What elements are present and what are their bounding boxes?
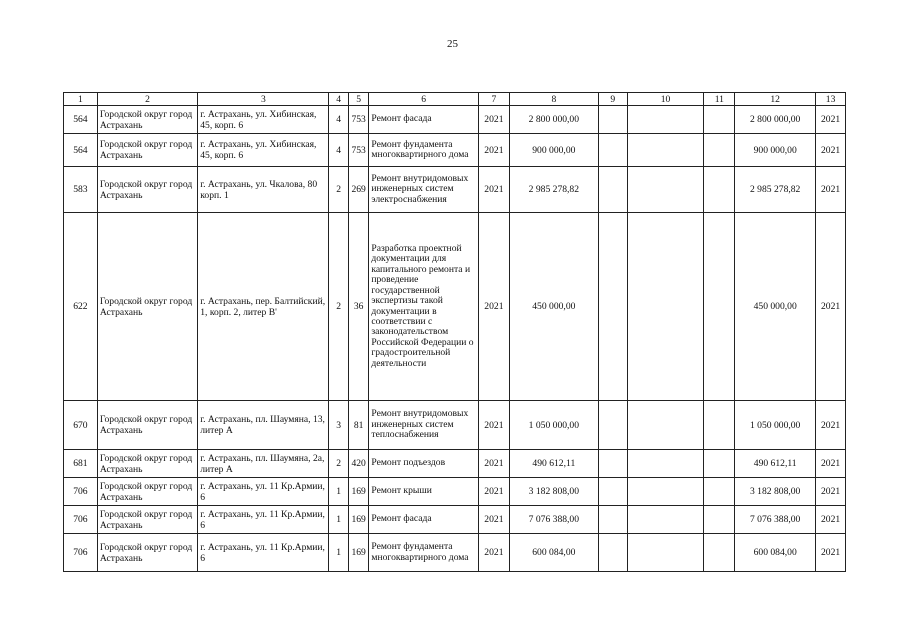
cell-amount-total: 490 612,11 [735,450,816,478]
cell-address: г. Астрахань, пер. Балтийский, 1, корп. 2, литер В' [198,213,329,401]
cell-floors: 1 [329,506,348,534]
cell-amount: 7 076 388,00 [509,506,598,534]
cell-area: 169 [348,506,368,534]
cell-amount-total: 600 084,00 [735,534,816,572]
cell-address: г. Астрахань, ул. Хибинская, 45, корп. 6 [198,106,329,134]
cell-work-type: Ремонт крыши [369,478,479,506]
column-header: 2 [97,93,197,106]
cell-number: 706 [64,506,98,534]
table-row [64,478,846,506]
cell-col11 [704,401,735,450]
cell-col11 [704,478,735,506]
cell-municipality: Городской округ город Астрахань [97,106,197,134]
cell-col10 [627,167,704,213]
table-row [64,213,846,401]
cell-col9 [598,167,627,213]
cell-year: 2021 [479,450,510,478]
cell-number: 681 [64,450,98,478]
table-row [64,106,846,134]
cell-col11 [704,167,735,213]
cell-year: 2021 [479,167,510,213]
cell-col11 [704,106,735,134]
cell-municipality: Городской округ город Астрахань [97,534,197,572]
cell-municipality: Городской округ город Астрахань [97,401,197,450]
cell-col9 [598,506,627,534]
cell-area: 269 [348,167,368,213]
column-header: 5 [348,93,368,106]
cell-col9 [598,106,627,134]
cell-number: 564 [64,134,98,167]
cell-floors: 2 [329,450,348,478]
cell-amount: 600 084,00 [509,534,598,572]
cell-col11 [704,134,735,167]
cell-work-type: Ремонт внутридомовых инженерных систем электроснабжения [369,167,479,213]
cell-work-type: Разработка проектной документации для капитального ремонта и проведение государственной экспертизы такой документации в соответствии с законодательством Российской Федерации о градостроительной деятельности [369,213,479,401]
column-header: 3 [198,93,329,106]
cell-amount: 2 800 000,00 [509,106,598,134]
cell-number: 564 [64,106,98,134]
table-row [64,401,846,450]
cell-amount: 490 612,11 [509,450,598,478]
cell-col10 [627,534,704,572]
cell-year-end: 2021 [816,167,846,213]
cell-area: 753 [348,106,368,134]
header-row [64,93,846,106]
column-header: 6 [369,93,479,106]
cell-address: г. Астрахань, ул. 11 Кр.Армии, 6 [198,478,329,506]
cell-year-end: 2021 [816,534,846,572]
cell-municipality: Городской округ город Астрахань [97,167,197,213]
table-row [64,134,846,167]
cell-floors: 1 [329,478,348,506]
cell-col9 [598,534,627,572]
cell-year-end: 2021 [816,478,846,506]
cell-year-end: 2021 [816,401,846,450]
cell-year-end: 2021 [816,106,846,134]
cell-year: 2021 [479,213,510,401]
cell-amount: 3 182 808,00 [509,478,598,506]
cell-amount-total: 3 182 808,00 [735,478,816,506]
column-header: 7 [479,93,510,106]
cell-area: 169 [348,478,368,506]
cell-area: 36 [348,213,368,401]
cell-floors: 4 [329,134,348,167]
cell-floors: 4 [329,106,348,134]
cell-year: 2021 [479,134,510,167]
cell-amount-total: 2 985 278,82 [735,167,816,213]
cell-floors: 2 [329,213,348,401]
cell-municipality: Городской округ город Астрахань [97,134,197,167]
column-header: 9 [598,93,627,106]
cell-year: 2021 [479,401,510,450]
capital-repair-table [63,92,846,572]
page-number: 25 [447,38,458,50]
cell-year: 2021 [479,106,510,134]
cell-year: 2021 [479,478,510,506]
cell-amount: 1 050 000,00 [509,401,598,450]
cell-year-end: 2021 [816,134,846,167]
cell-area: 169 [348,534,368,572]
cell-work-type: Ремонт подъездов [369,450,479,478]
cell-col10 [627,213,704,401]
cell-col11 [704,450,735,478]
cell-col11 [704,213,735,401]
cell-work-type: Ремонт фасада [369,106,479,134]
table-row [64,167,846,213]
table-row [64,534,846,572]
column-header: 8 [509,93,598,106]
cell-col11 [704,506,735,534]
cell-address: г. Астрахань, ул. 11 Кр.Армии, 6 [198,534,329,572]
cell-amount-total: 1 050 000,00 [735,401,816,450]
cell-address: г. Астрахань, ул. 11 Кр.Армии, 6 [198,506,329,534]
cell-amount: 450 000,00 [509,213,598,401]
column-header: 12 [735,93,816,106]
cell-floors: 2 [329,167,348,213]
cell-area: 420 [348,450,368,478]
cell-col11 [704,534,735,572]
cell-col9 [598,401,627,450]
cell-col10 [627,134,704,167]
table-row [64,450,846,478]
cell-floors: 3 [329,401,348,450]
cell-municipality: Городской округ город Астрахань [97,478,197,506]
column-header: 13 [816,93,846,106]
cell-col10 [627,506,704,534]
cell-address: г. Астрахань, пл. Шаумяна, 2а, литер А [198,450,329,478]
cell-number: 583 [64,167,98,213]
cell-area: 753 [348,134,368,167]
cell-col9 [598,213,627,401]
cell-year: 2021 [479,506,510,534]
cell-work-type: Ремонт фундамента многоквартирного дома [369,534,479,572]
cell-number: 622 [64,213,98,401]
cell-col10 [627,106,704,134]
cell-amount-total: 7 076 388,00 [735,506,816,534]
cell-col10 [627,450,704,478]
cell-year-end: 2021 [816,506,846,534]
cell-work-type: Ремонт внутридомовых инженерных систем теплоснабжения [369,401,479,450]
cell-amount-total: 2 800 000,00 [735,106,816,134]
cell-municipality: Городской округ город Астрахань [97,450,197,478]
cell-number: 706 [64,478,98,506]
cell-amount-total: 450 000,00 [735,213,816,401]
cell-address: г. Астрахань, ул. Хибинская, 45, корп. 6 [198,134,329,167]
column-header: 1 [64,93,98,106]
cell-year-end: 2021 [816,450,846,478]
cell-col9 [598,134,627,167]
cell-year-end: 2021 [816,213,846,401]
cell-col10 [627,401,704,450]
column-header: 11 [704,93,735,106]
cell-work-type: Ремонт фундамента многоквартирного дома [369,134,479,167]
column-header: 10 [627,93,704,106]
cell-work-type: Ремонт фасада [369,506,479,534]
cell-col9 [598,478,627,506]
cell-municipality: Городской округ город Астрахань [97,213,197,401]
cell-col10 [627,478,704,506]
cell-number: 670 [64,401,98,450]
cell-amount-total: 900 000,00 [735,134,816,167]
column-header: 4 [329,93,348,106]
cell-area: 81 [348,401,368,450]
cell-col9 [598,450,627,478]
cell-number: 706 [64,534,98,572]
cell-floors: 1 [329,534,348,572]
cell-address: г. Астрахань, ул. Чкалова, 80 корп. 1 [198,167,329,213]
cell-amount: 900 000,00 [509,134,598,167]
cell-address: г. Астрахань, пл. Шаумяна, 13, литер А [198,401,329,450]
cell-municipality: Городской округ город Астрахань [97,506,197,534]
cell-year: 2021 [479,534,510,572]
cell-amount: 2 985 278,82 [509,167,598,213]
table-row [64,506,846,534]
